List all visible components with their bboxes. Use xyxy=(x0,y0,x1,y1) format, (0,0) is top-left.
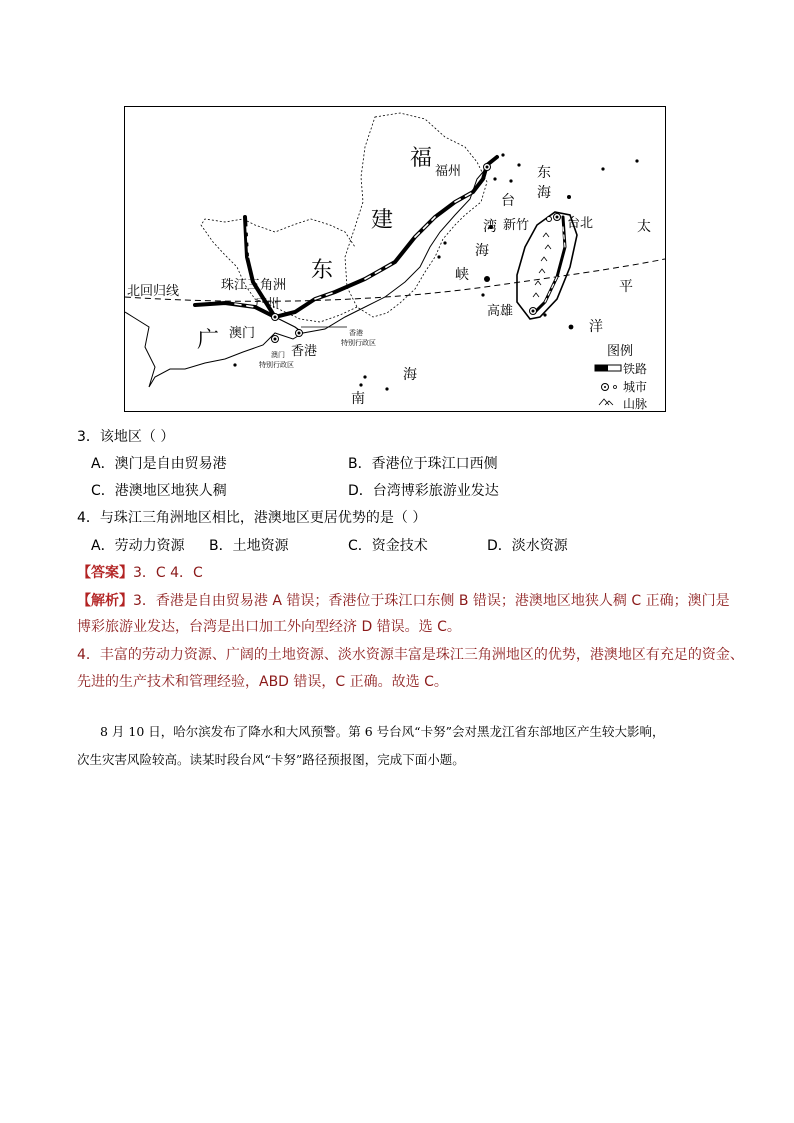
q4-stem: 4．与珠江三角洲地区相比，港澳地区更居优势的是（ ） xyxy=(77,510,427,526)
map-legend xyxy=(595,344,647,411)
label-hk-sar-2: 特别行政区 xyxy=(341,339,376,347)
label-taibei: 台北 xyxy=(567,216,594,231)
label-hongkong: 香港 xyxy=(291,344,318,359)
label-tropic: 北回归线 xyxy=(127,284,180,299)
map-svg xyxy=(125,107,665,411)
label-pacific-1: 太 xyxy=(637,219,651,235)
label-strait-1: 台 xyxy=(501,193,515,209)
label-pacific-3: 洋 xyxy=(589,319,603,335)
label-nanhai-1: 南 xyxy=(351,391,365,407)
label-macau: 澳门 xyxy=(229,326,256,341)
passage-line-1: 8 月 10 日，哈尔滨发布了降水和大风预警。第 6 号台风“卡努”会对黑龙江省东部地区产生较大影响， xyxy=(100,724,665,739)
map-figure xyxy=(124,106,666,412)
legend-mountain-label: 山脉 xyxy=(623,397,648,411)
label-xinzhu: 新竹 xyxy=(503,218,530,233)
label-hk-sar-1: 香港 xyxy=(349,329,363,337)
fujian-boundary xyxy=(345,113,487,317)
label-mo-sar-2: 特别行政区 xyxy=(259,361,294,369)
analysis-text-1: 3．香港是自由贸易港 A 错误；香港位于珠江口东侧 B 错误；港澳地区地狭人稠 C 正确；澳门是 xyxy=(133,593,730,609)
legend-city-label: 城市 xyxy=(623,380,648,394)
city-markers xyxy=(272,164,561,343)
label-mo-sar-1: 澳门 xyxy=(271,351,285,359)
label-strait-2: 湾 xyxy=(483,219,497,235)
label-fujian-1: 福 xyxy=(410,146,433,171)
q3-option-d: D．台湾博彩旅游业发达 xyxy=(348,483,499,499)
q4-option-c: C．资金技术 xyxy=(348,538,428,554)
label-strait-3: 海 xyxy=(475,243,489,259)
q4-option-a: A．劳动力资源 xyxy=(91,538,185,554)
legend-railway-label: 铁路 xyxy=(623,362,648,376)
label-fuzhou: 福州 xyxy=(435,164,462,179)
analysis-line-1 xyxy=(77,591,730,611)
analysis-line-4: 先进的生产技术和管理经验，ABD 错误，C 正确。故选 C。 xyxy=(77,674,448,690)
answer-text: 3．C 4．C xyxy=(133,565,203,581)
analysis-tag: 【解析】 xyxy=(77,593,133,609)
label-gaoxiong: 高雄 xyxy=(487,304,514,319)
label-pacific-2: 平 xyxy=(619,279,633,295)
q3-option-c: C．港澳地区地狭人稠 xyxy=(91,483,227,499)
legend-mountain-symbol xyxy=(599,399,613,405)
q3-option-a: A．澳门是自由贸易港 xyxy=(91,456,227,472)
label-strait-4: 峡 xyxy=(455,267,469,283)
passage-line-2: 次生灾害风险较高。读某时段台风“卡努”路径预报图，完成下面小题。 xyxy=(77,752,465,767)
q3-option-b: B．香港位于珠江口西侧 xyxy=(348,456,498,472)
label-guangdong-2: 东 xyxy=(311,258,334,283)
answer-line xyxy=(77,563,203,583)
answer-tag: 【答案】 xyxy=(77,565,133,581)
analysis-line-3: 4．丰富的劳动力资源、广阔的土地资源、淡水资源丰富是珠江三角洲地区的优势，港澳地区有充足的资金、 xyxy=(77,647,744,663)
tropic-line xyxy=(125,259,665,301)
q4-option-b: B．土地资源 xyxy=(209,538,289,554)
label-nanhai-2: 海 xyxy=(403,367,417,383)
label-donghai-1: 东 xyxy=(537,165,551,181)
label-donghai-2: 海 xyxy=(537,185,551,201)
q4-option-d: D．淡水资源 xyxy=(487,538,568,554)
label-prd: 珠江三角洲 xyxy=(221,278,287,293)
legend-title: 图例 xyxy=(607,344,634,359)
label-guangzhou: 广州 xyxy=(255,296,280,310)
analysis-line-2: 博彩旅游业发达，台湾是出口加工外向型经济 D 错误。选 C。 xyxy=(77,619,461,635)
label-guangdong-1: 广 xyxy=(197,328,220,353)
label-fujian-2: 建 xyxy=(371,208,394,233)
q3-stem: 3．该地区（ ） xyxy=(77,429,175,445)
